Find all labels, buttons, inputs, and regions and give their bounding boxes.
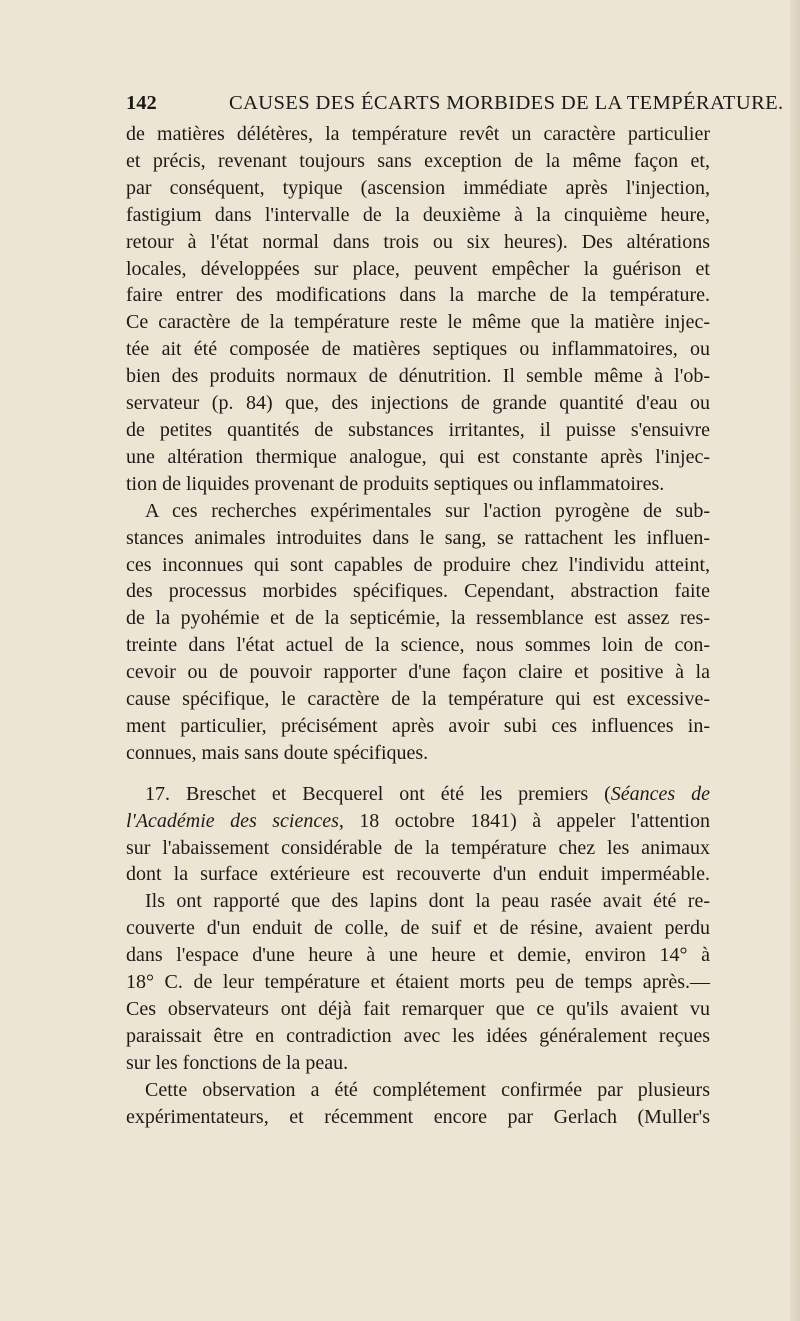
text-line: retour à l'état normal dans trois ou six heures). Des altérations bbox=[126, 230, 710, 253]
text-line: servateur (p. 84) que, des injections de grande quantité d'eau ou bbox=[126, 392, 710, 415]
text-line: de petites quantités de substances irritantes, il puisse s'ensuivre bbox=[126, 418, 710, 441]
paragraph-3 bbox=[126, 781, 710, 1077]
citation-rest: , 18 octobre 1841) à appeler l'attention bbox=[338, 809, 710, 832]
text-line bbox=[126, 781, 710, 808]
text-line: Ce caractère de la température reste le même que la matière injec- bbox=[126, 311, 710, 334]
text-line: cause spécifique, le caractère de la température qui est excessive- bbox=[126, 688, 710, 711]
text-line: ces inconnues qui sont capables de produire chez l'individu atteint, bbox=[126, 553, 710, 576]
text-line bbox=[126, 808, 710, 835]
text-line: par conséquent, typique (ascension immédiate après l'injection, bbox=[126, 176, 710, 199]
text-line: et précis, revenant toujours sans exception de la même façon et, bbox=[126, 149, 710, 172]
text-line: une altération thermique analogue, qui est constante après l'injec- bbox=[126, 445, 710, 468]
text-line: A ces recherches expérimentales sur l'action pyrogène de sub- bbox=[145, 499, 710, 522]
text-line: de la pyohémie et de la septicémie, la ressemblance est assez res- bbox=[126, 607, 710, 630]
text-line: treinte dans l'état actuel de la science, nous sommes loin de con- bbox=[126, 634, 710, 657]
text-line: 18° C. de leur température et étaient morts peu de temps après.— bbox=[126, 971, 710, 994]
body-text bbox=[126, 121, 710, 1131]
journal-title-part-2: l'Académie des sciences bbox=[126, 809, 339, 832]
text-line: faire entrer des modifications dans la marche de la température. bbox=[126, 284, 710, 307]
running-title: CAUSES DES ÉCARTS MORBIDES DE LA TEMPÉRATURE. bbox=[229, 92, 784, 114]
page-number: 142 bbox=[126, 92, 157, 114]
paragraph-1 bbox=[126, 121, 710, 498]
text-line: Cette observation a été complétement confirmée par plusieurs bbox=[145, 1078, 710, 1101]
section-gap bbox=[126, 767, 710, 781]
text-line: Ils ont rapporté que des lapins dont la peau rasée avait été re- bbox=[145, 890, 710, 913]
text-line: stances animales introduites dans le sang, se rattachent les influen- bbox=[126, 526, 710, 549]
text-line: fastigium dans l'intervalle de la deuxième à la cinquième heure, bbox=[126, 203, 710, 226]
text-line: paraissait être en contradiction avec les idées généralement reçues bbox=[126, 1024, 710, 1047]
text-line: ment particulier, précisément après avoir subi ces influences in- bbox=[126, 714, 710, 737]
text-line: sur les fonctions de la peau. bbox=[126, 1051, 349, 1074]
journal-title-part-1: Séances de bbox=[610, 782, 711, 805]
text-line: des processus morbides spécifiques. Cependant, abstraction faite bbox=[126, 580, 710, 603]
text-line: de matières délétères, la température revêt un caractère particulier bbox=[126, 123, 710, 145]
text-line: bien des produits normaux de dénutrition. Il semble même à l'ob- bbox=[126, 365, 710, 388]
text-line: tion de liquides provenant de produits septiques ou inflammatoires. bbox=[126, 472, 665, 495]
text-line: connues, mais sans doute spécifiques. bbox=[126, 741, 429, 764]
paragraph-4 bbox=[126, 1077, 710, 1131]
text-line: sur l'abaissement considérable de la température chez les animaux bbox=[126, 836, 710, 859]
paragraph-2 bbox=[126, 498, 710, 767]
text-line: tée ait été composée de matières septiques ou inflammatoires, ou bbox=[126, 338, 710, 361]
text-line: cevoir ou de pouvoir rapporter d'une façon claire et positive à la bbox=[126, 661, 710, 684]
text-line: dans l'espace d'une heure à une heure et demie, environ 14° à bbox=[126, 944, 710, 967]
text-line: expérimentateurs, et récemment encore par Gerlach (Muller's bbox=[126, 1105, 710, 1128]
text-line: locales, développées sur place, peuvent empêcher la guérison et bbox=[126, 257, 710, 280]
text-line: dont la surface extérieure est recouverte d'un enduit imperméable. bbox=[126, 863, 710, 886]
section-17-start: 17. Breschet et Becquerel ont été les premiers ( bbox=[145, 782, 611, 805]
page-edge bbox=[790, 0, 800, 1321]
text-line: couverte d'un enduit de colle, de suif et de résine, avaient perdu bbox=[126, 917, 710, 940]
text-line: Ces observateurs ont déjà fait remarquer que ce qu'ils avaient vu bbox=[126, 998, 710, 1020]
